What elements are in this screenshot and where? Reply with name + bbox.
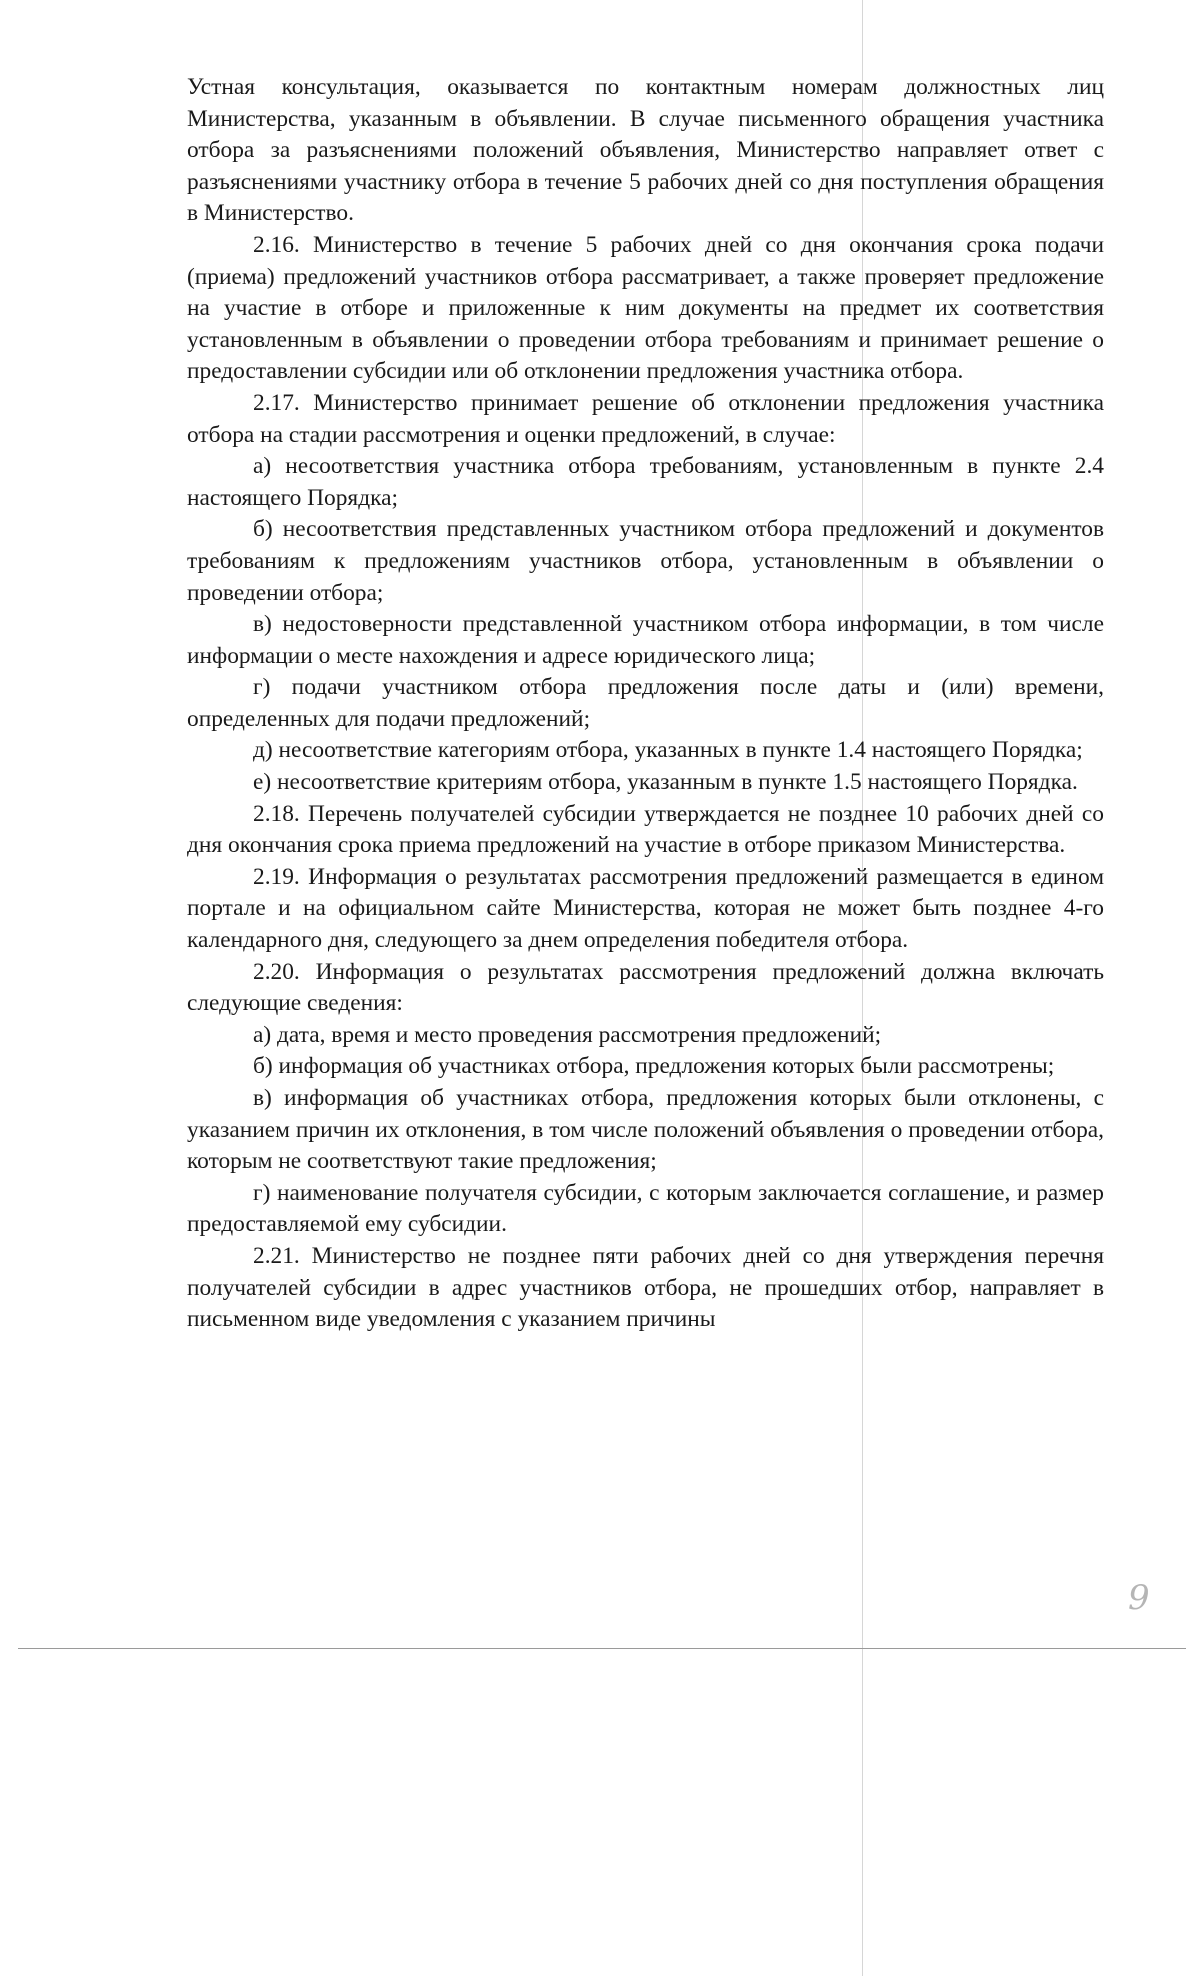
paragraph: 2.18. Перечень получателей субсидии утверждается не позднее 10 рабочих дней со дня окончания срока приема предложений на участие в отборе приказом Министерства.	[187, 800, 1104, 859]
paragraph: 2.21. Министерство не позднее пяти рабочих дней со дня утверждения перечня получателей субсидии в адрес участников отбора, не прошедших отбор, направляет в письменном виде уведомления с указанием причины	[187, 1242, 1104, 1333]
paragraph: в) информация об участниках отбора, предложения которых были отклонены, с указанием причин их отклонения, в том числе положений объявления о проведении отбора, которым не соответствуют такие предложения;	[187, 1085, 1104, 1175]
paragraph: д) несоответствие категориям отбора, указанных в пункте 1.4 настоящего Порядка;	[253, 737, 1083, 764]
document-body	[187, 72, 1104, 1336]
paragraph: б) информация об участниках отбора, предложения которых были рассмотрены;	[253, 1053, 1055, 1080]
paragraph: а) дата, время и место проведения рассмотрения предложений;	[253, 1021, 882, 1048]
paragraph: г) наименование получателя субсидии, с которым заключается соглашение, и размер предоставляемой ему субсидии.	[187, 1179, 1104, 1238]
paragraph: г) подачи участником отбора предложения после даты и (или) времени, определенных для подачи предложений;	[187, 674, 1104, 732]
paragraph: Устная консультация, оказывается по контактным номерам должностных лиц Министерства, указанным в объявлении. В случае письменного обращения участника отбора за разъяснениями положений объявления, Министерство направляет ответ с разъяснениями участнику отбора в течение 5 рабочих дней со дня поступления обращения в Министерство.	[187, 74, 1104, 227]
page-footer-divider	[18, 1648, 1186, 1649]
page-number: 9	[1128, 1578, 1150, 1618]
paragraph: 2.19. Информация о результатах рассмотрения предложений размещается в едином портале и на официальном сайте Министерства, которая не может быть позднее 4-го календарного дня, следующего за днем определения победителя отбора.	[187, 863, 1104, 954]
paragraph: 2.20. Информация о результатах рассмотрения предложений должна включать следующие сведения:	[187, 958, 1104, 1017]
paragraph: 2.17. Министерство принимает решение об отклонении предложения участника отбора на стадии рассмотрения и оценки предложений, в случае:	[187, 389, 1104, 448]
paragraph: в) недостоверности представленной участником отбора информации, в том числе информации о месте нахождения и адресе юридического лица;	[187, 611, 1104, 669]
paragraph: б) несоответствия представленных участником отбора предложений и документов требованиям к предложениям участников отбора, установленным в объявлении о проведении отбора;	[187, 516, 1104, 606]
paragraph: 2.16. Министерство в течение 5 рабочих дней со дня окончания срока подачи (приема) предложений участников отбора рассматривает, а также проверяет предложение на участие в отборе и приложенные к ним документы на предмет их соответствия установленным в объявлении о проведении отбора требованиям и принимает решение о предоставлении субсидии или об отклонении предложения участника отбора.	[187, 231, 1104, 385]
paragraph: а) несоответствия участника отбора требованиям, установленным в пункте 2.4 настоящего Порядка;	[187, 453, 1104, 511]
paragraph: е) несоответствие критериям отбора, указанным в пункте 1.5 настоящего Порядка.	[253, 769, 1078, 796]
